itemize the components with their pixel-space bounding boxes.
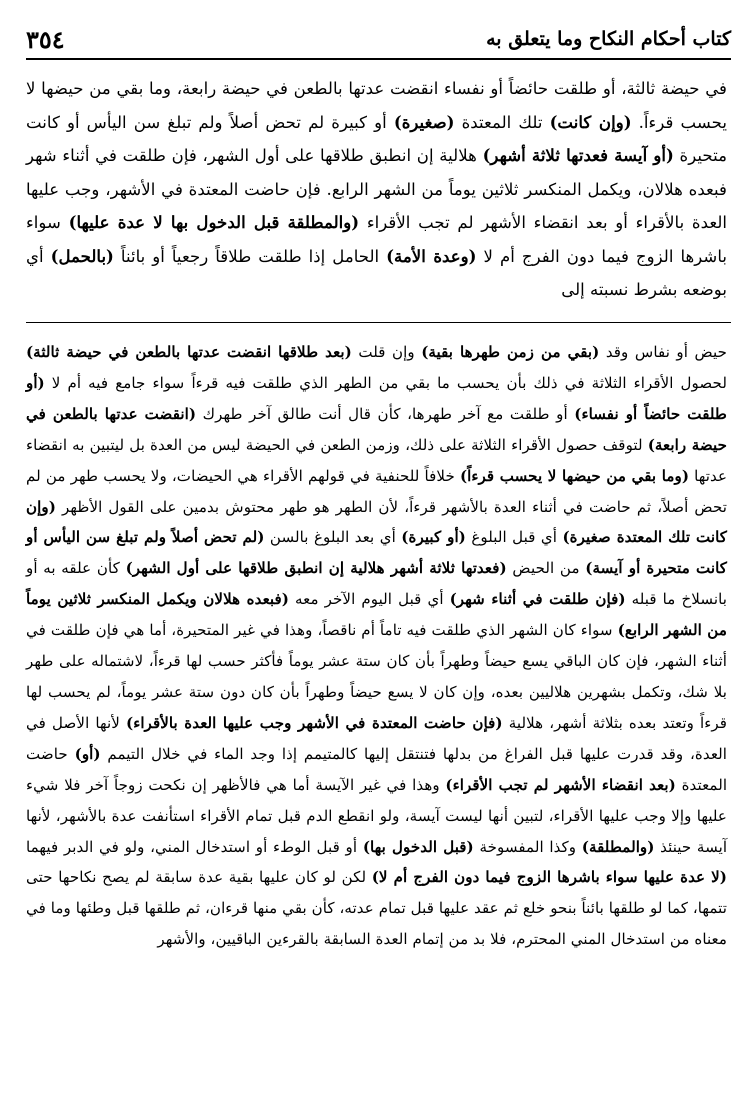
main-text-segment: أو كبيرة لم تحض أصلاً ولم تبلغ سن اليأس أو كانت متحيرة [26, 112, 727, 165]
main-text-segment: في حيضة ثالثة، أو طلقت حائضاً أو نفساء انقضت عدتها بالطعن في حيضة رابعة، وما بقي من حيضها لا يحسب قرءاً. [26, 79, 727, 132]
commentary-segment: أي قبل اليوم الآخر معه [295, 590, 444, 609]
commentary-divider [26, 322, 731, 323]
commentary-bold: (قبل الدخول بها) [362, 837, 474, 856]
main-text-paragraph [26, 72, 727, 307]
commentary-bold: (انقضت عدتها بالطعن في حيضة رابعة) [26, 404, 727, 454]
commentary-bold: (فبعده هلالان ويكمل المنكسر ثلاثين يوماً من الشهر الرابع) [26, 590, 728, 640]
commentary-bold: (وما بقي من حيضها لا يحسب قرءاً) [459, 466, 690, 485]
commentary-bold: (أو) [74, 744, 101, 763]
main-text-segment: سواء باشرها الزوج فيما دون الفرج أم لا [26, 213, 727, 266]
commentary-segment: لتوقف حصول الأقراء الثلاثة على ذلك، وزمن الطعن في الحيضة ليس من العدة بل ليتبين به انقضاء عدتها [26, 435, 728, 485]
commentary-segment: أو طلقت مع آخر طهرها، كأن قال أنت طالق آخر طهرك [202, 404, 568, 423]
commentary-segment: حاضت المعتدة [26, 744, 728, 794]
commentary-segment: أي قبل البلوغ [471, 528, 558, 547]
commentary-bold: (فإن حاضت المعتدة في الأشهر وجب عليها العدة بالأقراء) [126, 713, 503, 732]
commentary-paragraph [26, 337, 727, 955]
commentary-bold: (بعد انقضاء الأشهر لم تجب الأقراء) [445, 775, 676, 794]
header-divider [26, 58, 731, 60]
commentary-bold: (فعدتها ثلاثة أشهر هلالية إن انطبق طلاقها على أول الشهر) [125, 559, 507, 578]
commentary-bold: (بعد طلاقها انقضت عدتها بالطعن في حيضة ثالثة) [26, 343, 352, 361]
commentary-segment: خلافاً للحنفية في قولهم الأقراء هي الحيضات، ولا يحسب طهر من لم تحض أصلاً، ثم حاضت في أثناء العدة بالأشهر قرءاً، لأن الطهر هو طهر محتوش بدمين على القول الأظهر [26, 466, 728, 516]
main-text-bold: (وعدة الأمة) [386, 245, 477, 266]
main-text [26, 72, 727, 307]
main-text-segment: أي بوضعه بشرط نسبته إلى [26, 246, 727, 299]
commentary-bold: (أو طلقت حائضاً أو نفساء) [26, 373, 728, 423]
commentary-segment: كأن علقه به أو بانسلاخ ما قبله [26, 559, 727, 609]
commentary-bold: (بقي من زمن طهرها بقية) [421, 343, 600, 361]
commentary-segment: سواء كان الشهر الذي طلقت فيه تاماً أم ناقصاً، وهذا في غير المتحيرة، أما هي فإن طلقت في أثناء الشهر، فإن كان الباقي يسع حيضاً وطهراً بأن كان ستة عشر يوماً فأكثر حسب لها قرءاً، لاشتماله على طهر بلا شك، وتكمل بشهرين هلاليين بعده، وإن كان لا يسع حيضاً وطهراً بأن كان دون ستة عشر يوماً، لم يحسب لها قرءاً وتعتد بعده بثلاثة أشهر، هلالية [26, 621, 728, 732]
commentary-segment: أو قبل الوطء أو استدخال المني، ولو في الدبر فيهما [26, 837, 358, 856]
main-text-bold: (بالحمل) [50, 245, 114, 266]
commentary-bold: (والمطلقة) [581, 837, 655, 856]
commentary-bold: (فإن طلقت في أثناء شهر) [449, 590, 626, 609]
commentary-segment: لكن لو كان عليها بقية عدة سابقة لم يصح نكاحها حتى تتمها، كما لو طلقها بائناً بنحو خلع ثم عقد عليها قبل تمام عدته، كأن بقي منها قرءان، ثم طلقها قبل وطئها وما في معناه من استدخال المني المحترم، فلا بد من إتمام العدة السابقة بالقرءين الباقيين، والأشهر [26, 868, 727, 949]
commentary-segment: من الحيض [512, 559, 580, 578]
commentary-segment: حيض أو نفاس وقد [605, 343, 728, 361]
commentary-segment: لحصول الأقراء الثلاثة في ذلك بأن يحسب ما بقي من الطهر الذي طلقت فيه قرءاً سواء جامع فيه أم لا [51, 373, 727, 392]
main-text-segment: الحامل إذا طلقت طلاقاً رجعياً أو بائناً [120, 246, 380, 266]
main-text-bold: (صغيرة) [393, 111, 455, 132]
running-title: كتاب أحكام النكاح وما يتعلق به [486, 28, 731, 50]
commentary-segment: وكذا المفسوخة [479, 837, 577, 856]
main-text-bold: (أو آيسة فعدتها ثلاثة أشهر) [482, 145, 674, 165]
commentary-bold: (لم تحض أصلاً ولم تبلغ سن اليأس أو كانت متحيرة أو آيسة) [26, 528, 728, 578]
page-header [26, 22, 731, 56]
page-number: ٣٥٤ [26, 24, 65, 54]
main-text-bold: (والمطلقة قبل الدخول بها لا عدة عليها) [68, 212, 360, 232]
main-text-segment: تلك المعتدة [461, 112, 543, 132]
commentary-text [26, 337, 727, 955]
commentary-segment: وإن قلت [358, 343, 415, 361]
main-text-segment: هلالية إن انطبق طلاقها على أول الشهر، فإن طلقت في أثناء شهر فبعده هلالان، ويكمل المنكسر ثلاثين يوماً من الشهر الرابع. فإن حاضت المعتدة في الأشهر، وجب عليها العدة بالأقراء أو بعد انقضاء الأشهر لم تجب الأقراء [26, 146, 727, 232]
main-text-bold: (وإن كانت) [549, 111, 632, 132]
commentary-bold: (لا عدة عليها سواء باشرها الزوج فيما دون الفرج أم لا) [371, 868, 727, 887]
commentary-segment: أي بعد البلوغ بالسن [269, 528, 396, 547]
commentary-segment: وهذا في غير الآيسة أما هي فالأظهر إن نكحت زوجاً آخر فلا شيء عليها وإلا وجب عليها الأقراء، لتبين أنها ليست آيسة، ولو انقطع الدم قبل تمام الأقراء استأنفت عدة بالأشهر، لأنها آيسة حينئذ [26, 775, 728, 856]
commentary-segment: لأنها الأصل في العدة، وقد قدرت عليها قبل الفراغ من بدلها فتنتقل إليها كالمتيمم إذا وجد الماء في خلال التيمم [26, 713, 728, 763]
commentary-bold: (أو كبيرة) [401, 528, 466, 547]
commentary-bold: (وإن كانت تلك المعتدة صغيرة) [26, 497, 728, 547]
